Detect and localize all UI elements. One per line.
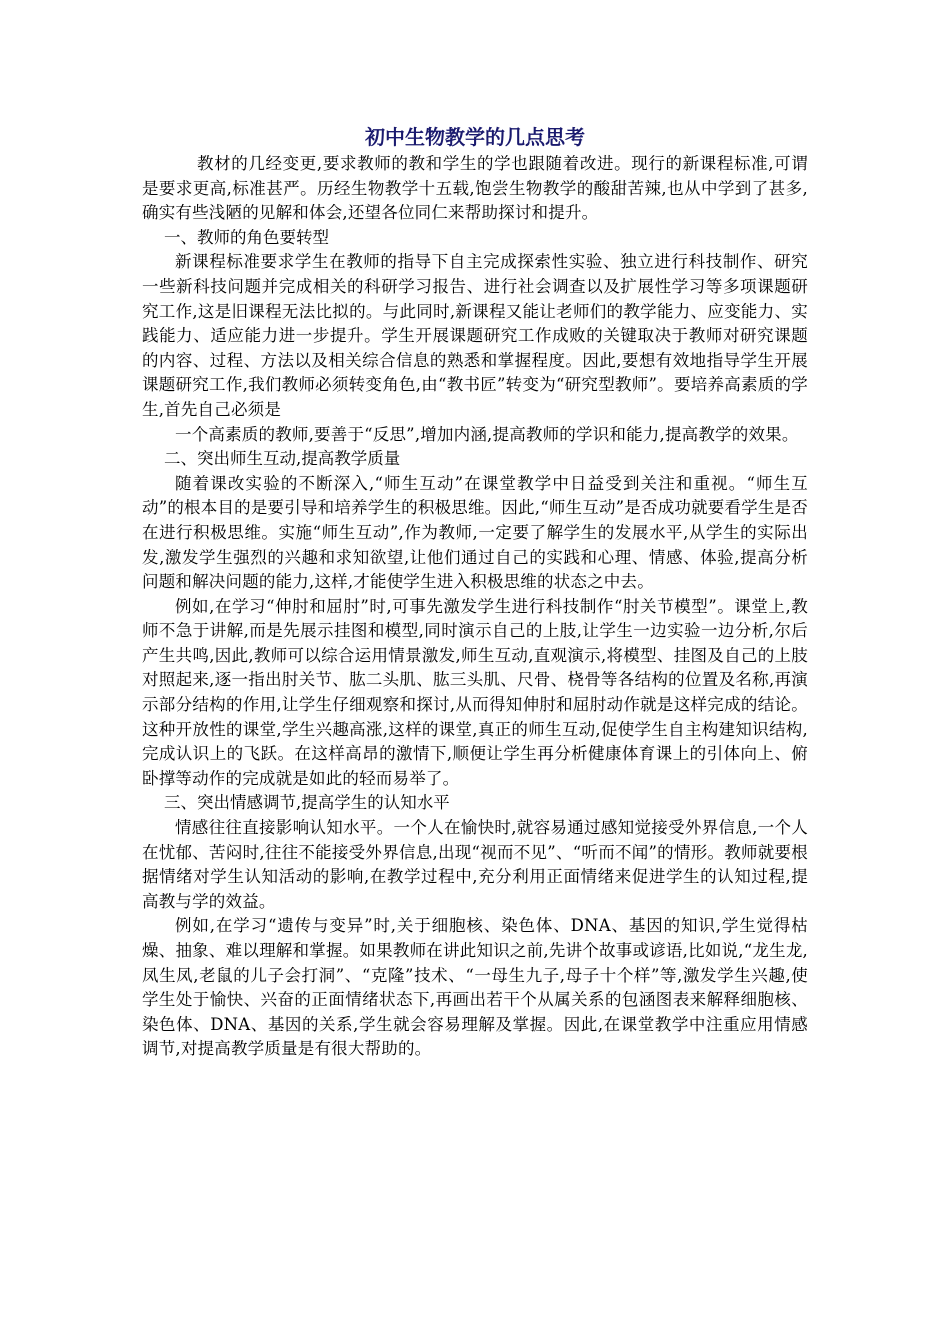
section-1-paragraph-1: 新课程标准要求学生在教师的指导下自主完成探索性实验、独立进行科技制作、研究一些新科技问题并完成相关的科研学习报告、进行社会调查以及扩展性学习等多项课题研究工作,这是旧课程无法比拟的。与此同时,新课程又能让老师们的教学能力、应变能力、实践能力、适应能力进一步提升。学生开展课题研究工作成败的关键取决于教师对研究课题的内容、过程、方法以及相关综合信息的熟悉和掌握程度。因此,要想有效地指导学生开展课题研究工作,我们教师必须转变角色,由“教书匠”转变为“研究型教师”。要培养高素质的学生,首先自己必须是 — [142, 252, 808, 419]
section-3-paragraph-1: 情感往往直接影响认知水平。一个人在愉快时,就容易通过感知觉接受外界信息,一个人在忧郁、苦闷时,往往不能接受外界信息,出现“视而不见”、“听而不闻”的情形。教师就要根据情绪对学生认知活动的影响,在教学过程中,充分利用正面情绪来促进学生的认知过程,提高教与学的效益。 — [142, 818, 808, 911]
section-3-heading: 三、突出情感调节,提高学生的认知水平 — [164, 793, 450, 813]
document-page — [142, 124, 808, 1062]
section-1-heading: 一、教师的角色要转型 — [164, 227, 329, 247]
section-2-heading: 二、突出师生互动,提高教学质量 — [164, 449, 401, 469]
section-1-paragraph-2: 一个高素质的教师,要善于“反思”,增加内涵,提高教师的学识和能力,提高教学的效果。 — [175, 424, 799, 444]
section-3-paragraph-2: 例如,在学习“遗传与变异”时,关于细胞核、染色体、DNA、基因的知识,学生觉得枯燥、抽象、难以理解和掌握。如果教师在讲此知识之前,先讲个故事或谚语,比如说,“龙生龙,凤生凤,老鼠的儿子会打洞”、“克隆”技术、“一母生九子,母子十个样”等,激发学生兴趣,使学生处于愉快、兴奋的正面情绪状态下,再画出若干个从属关系的包涵图表来解释细胞核、染色体、DNA、基因的关系,学生就会容易理解及掌握。因此,在课堂教学中注重应用情感调节,对提高教学质量是有很大帮助的。 — [142, 916, 808, 1059]
document-title: 初中生物教学的几点思考 — [365, 125, 585, 149]
section-2-paragraph-2: 例如,在学习“伸肘和屈肘”时,可事先激发学生进行科技制作“肘关节模型”。课堂上,教师不急于讲解,而是先展示挂图和模型,同时演示自己的上肢,让学生一边实验一边分析,尔后产生共鸣,因此,教师可以综合运用情景激发,师生互动,直观演示,将模型、挂图及自己的上肢对照起来,逐一指出肘关节、肱二头肌、肱三头肌、尺骨、桡骨等各结构的位置及名称,再演示部分结构的作用,让学生仔细观察和探讨,从而得知伸肘和屈肘动作就是这样完成的结论。这种开放性的课堂,学生兴趣高涨,这样的课堂,真正的师生互动,促使学生自主构建知识结构,完成认识上的飞跃。在这样高昂的激情下,顺便让学生再分析健康体育课上的引体向上、俯卧撑等动作的完成就是如此的轻而易举了。 — [142, 596, 808, 788]
intro-paragraph: 教材的几经变更,要求教师的教和学生的学也跟随着改进。现行的新课程标准,可谓是要求更高,标准甚严。历经生物教学十五载,饱尝生物教学的酸甜苦辣,也从中学到了甚多,确实有些浅陋的见解和体会,还望各位同仁来帮助探讨和提升。 — [142, 154, 808, 223]
section-2-paragraph-1: 随着课改实验的不断深入,“师生互动”在课堂教学中日益受到关注和重视。“师生互动”的根本目的是要引导和培养学生的积极思维。因此,“师生互动”是否成功就要看学生是否在进行积极思维。实施“师生互动”,作为教师,一定要了解学生的发展水平,从学生的实际出发,激发学生强烈的兴趣和求知欲望,让他们通过自己的实践和心理、情感、体验,提高分析问题和解决问题的能力,这样,才能使学生进入积极思维的状态之中去。 — [142, 473, 808, 592]
